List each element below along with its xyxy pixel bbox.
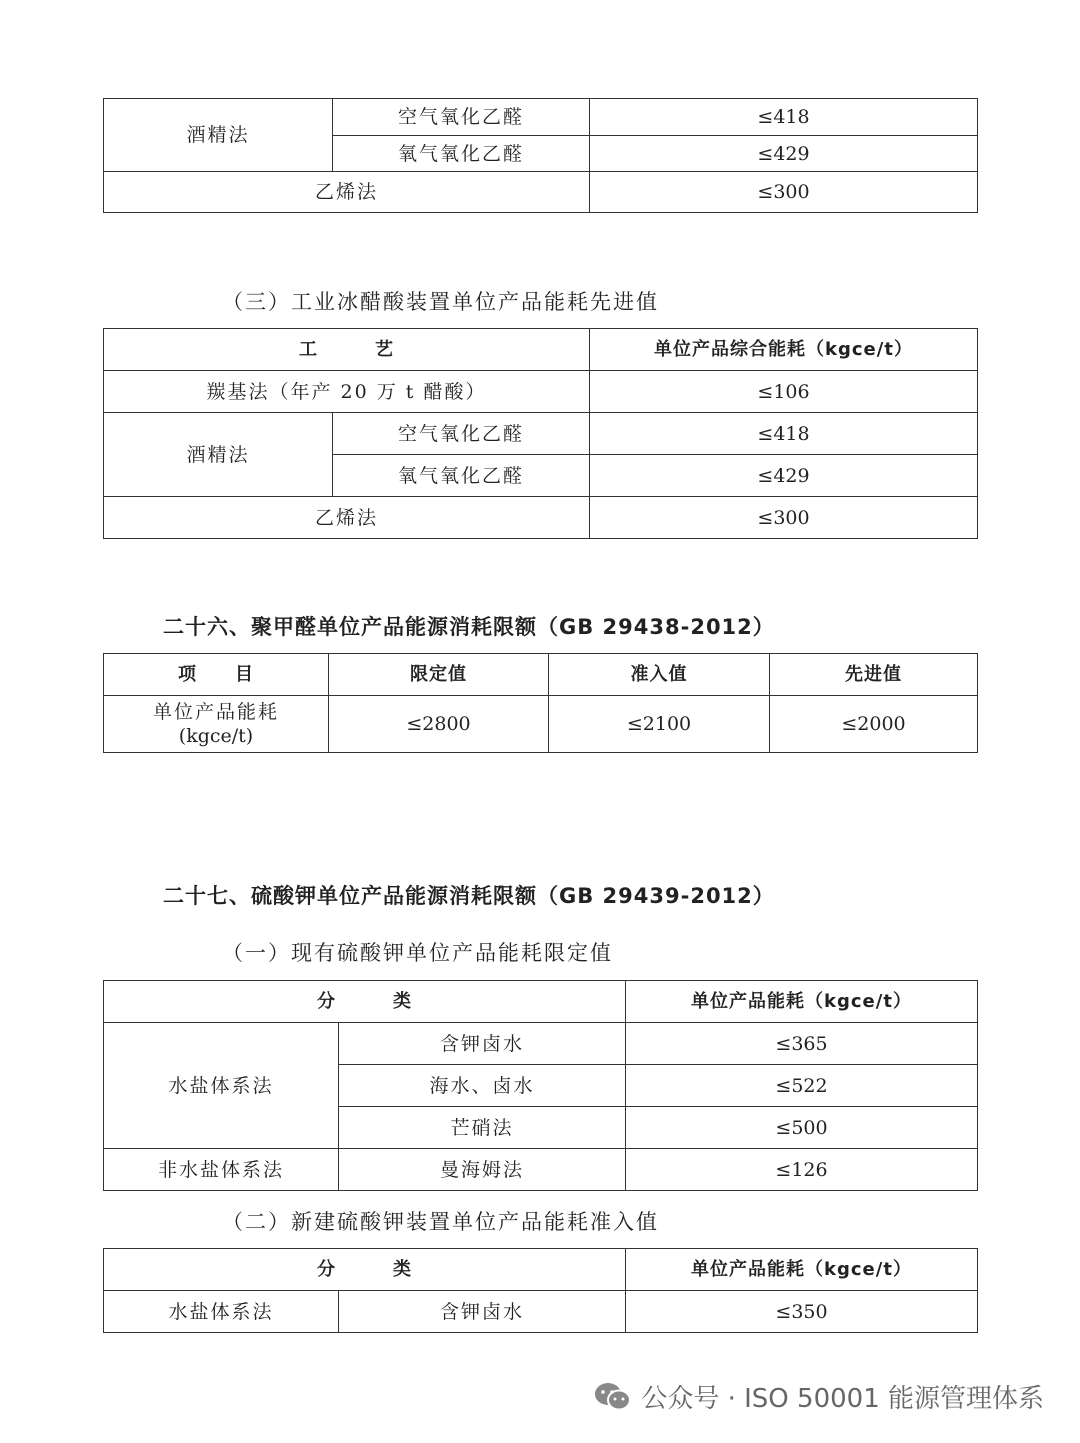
section-26-title: 二十六、聚甲醛单位产品能源消耗限额（GB 29438-2012）	[163, 615, 775, 639]
section-27-sub2-title: （二）新建硫酸钾装置单位产品能耗准入值	[222, 1210, 659, 1234]
header-energy: 单位产品能耗（kgce/t）	[626, 1249, 978, 1291]
header-energy: 单位产品能耗（kgce/t）	[626, 981, 978, 1023]
category-sub-cell: 海水、卤水	[339, 1065, 626, 1107]
acetic-acid-advanced-table	[103, 328, 978, 539]
header-item: 项 目	[104, 654, 329, 696]
advanced-value: ≤2000	[770, 696, 978, 753]
process-sub-cell: 空气氧化乙醛	[333, 99, 590, 136]
process-group-cell: 酒精法	[104, 99, 333, 172]
header-category: 分 类	[104, 981, 626, 1023]
category-group-cell: 水盐体系法	[104, 1023, 339, 1149]
process-sub-cell: 空气氧化乙醛	[333, 413, 590, 455]
wechat-icon	[593, 1381, 633, 1413]
value-cell: ≤365	[626, 1023, 978, 1065]
category-group-cell: 水盐体系法	[104, 1291, 339, 1333]
value-cell: ≤350	[626, 1291, 978, 1333]
value-cell: ≤126	[626, 1149, 978, 1191]
value-cell: ≤500	[626, 1107, 978, 1149]
process-cell: 乙烯法	[104, 172, 590, 213]
value-cell: ≤300	[590, 172, 978, 213]
potassium-sulfate-limit-table	[103, 980, 978, 1191]
process-cell: 乙烯法	[104, 497, 590, 539]
header-limit: 限定值	[329, 654, 549, 696]
process-cell: 羰基法（年产 20 万 t 醋酸）	[104, 371, 590, 413]
value-cell: ≤418	[590, 413, 978, 455]
header-advanced: 先进值	[770, 654, 978, 696]
limit-value: ≤2800	[329, 696, 549, 753]
watermark-text: 公众号 · ISO 50001 能源管理体系	[641, 1384, 1044, 1414]
section-27-title: 二十七、硫酸钾单位产品能源消耗限额（GB 29439-2012）	[163, 884, 775, 908]
process-sub-cell: 氧气氧化乙醛	[333, 136, 590, 172]
category-sub-cell: 含钾卤水	[339, 1023, 626, 1065]
value-cell: ≤522	[626, 1065, 978, 1107]
row-unit: (kgce/t)	[178, 725, 254, 747]
section-27-sub1-title: （一）现有硫酸钾单位产品能耗限定值	[222, 941, 613, 965]
header-entry: 准入值	[549, 654, 770, 696]
category-sub-cell: 芒硝法	[339, 1107, 626, 1149]
category-group-cell: 非水盐体系法	[104, 1149, 339, 1191]
category-sub-cell: 含钾卤水	[339, 1291, 626, 1333]
potassium-sulfate-entry-table	[103, 1248, 978, 1333]
value-cell: ≤429	[590, 455, 978, 497]
entry-value: ≤2100	[549, 696, 770, 753]
row-label: 单位产品能耗	[152, 701, 279, 723]
value-cell: ≤106	[590, 371, 978, 413]
header-category: 分 类	[104, 1249, 626, 1291]
value-cell: ≤429	[590, 136, 978, 172]
row-label-cell	[104, 696, 329, 753]
process-sub-cell: 氧气氧化乙醛	[333, 455, 590, 497]
header-process: 工 艺	[104, 329, 590, 371]
value-cell: ≤418	[590, 99, 978, 136]
polyoxymethylene-table	[103, 653, 978, 753]
process-group-cell: 酒精法	[104, 413, 333, 497]
value-cell: ≤300	[590, 497, 978, 539]
section-3-title: （三）工业冰醋酸装置单位产品能耗先进值	[222, 290, 659, 314]
category-sub-cell: 曼海姆法	[339, 1149, 626, 1191]
watermark	[593, 1378, 1044, 1415]
acetic-acid-continued-table	[103, 98, 978, 213]
header-energy: 单位产品综合能耗（kgce/t）	[590, 329, 978, 371]
